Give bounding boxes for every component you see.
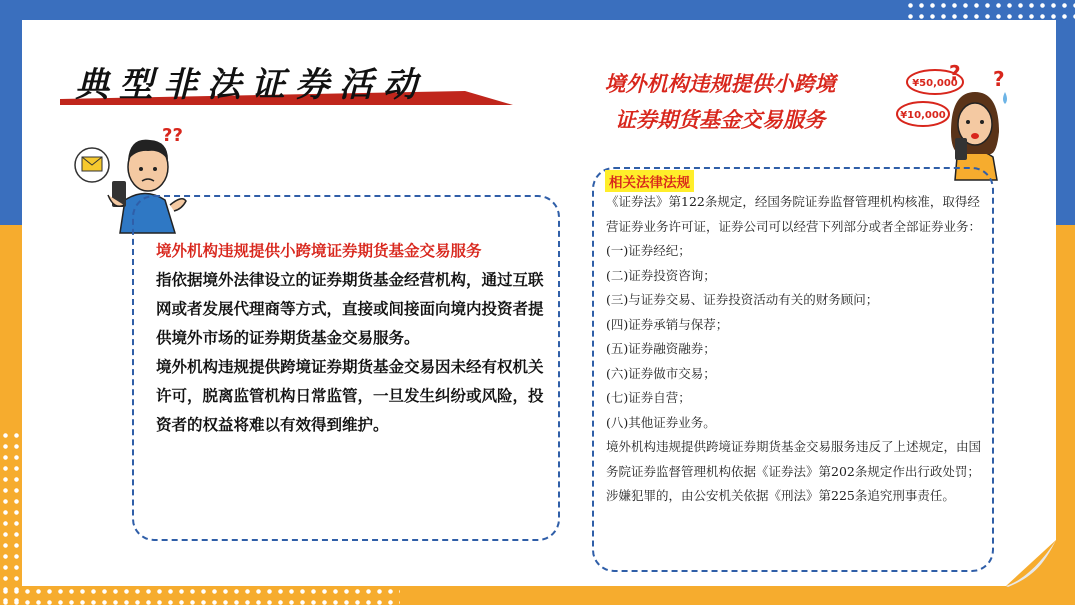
law-item: (八)其他证券业务。 [606, 414, 716, 430]
law-item: (五)证券融资融券； [606, 341, 716, 356]
left-info-text [156, 236, 546, 439]
law-label: 相关法律法规 [605, 170, 694, 192]
law-intro: 《证券法》第122条规定，经国务院证券监督管理机构核准，取得经营证券业务许可证，证券公司可以经营下列部分或者全部证券业务： [606, 194, 982, 234]
page-curl [1006, 540, 1058, 588]
question-marks-icon: ?? [162, 125, 183, 146]
dot-pattern-top-right [905, 0, 1075, 22]
money-bubble-50000: ¥50,000 [912, 78, 958, 89]
law-item: (六)证券做市交易； [606, 365, 716, 381]
left-paragraph-2: 境外机构违规提供跨境证券期货基金交易因未经有权机关许可，脱离监管机构日常监管，一旦发生纠纷或风险，投资者的权益将难以有效得到维护。 [156, 357, 544, 434]
right-title-line2: 证券期货基金交易服务 [615, 107, 825, 132]
law-item: (二)证券投资咨询； [606, 267, 716, 283]
dot-pattern-bottom [0, 586, 400, 605]
law-item: (四)证券承销与保荐； [606, 316, 729, 332]
page-title: 典型非法证券活动 [75, 65, 427, 105]
money-bubble-10000: ¥10,000 [900, 110, 946, 121]
question-mark-icon-2: ? [993, 67, 1005, 91]
right-info-text [606, 190, 986, 509]
worried-woman-illustration [893, 62, 1018, 182]
law-conclusion: 境外机构违规提供跨境证券期货基金交易服务违反了上述规定，由国务院证券监督管理机构依据《证券法》第202条规定作出行政处罚；涉嫌犯罪的，由公安机关依据《刑法》第225条追究刑事责任。 [606, 439, 982, 503]
left-paragraph-1: 指依据境外法律设立的证券期货基金经营机构，通过互联网或者发展代理商等方式，直接或间接面向境内投资者提供境外市场的证券期货基金交易服务。 [156, 270, 544, 347]
question-mark-icon: ? [949, 62, 961, 85]
page-title-banner [55, 55, 515, 110]
dot-pattern-bottom-left [0, 430, 22, 605]
law-item: (一)证券经纪； [606, 243, 691, 258]
law-item: (七)证券自营； [606, 390, 691, 405]
law-item: (三)与证券交易、证券投资活动有关的财务顾问； [606, 292, 879, 307]
right-title-line1: 境外机构违规提供小跨境 [604, 71, 836, 96]
left-heading: 境外机构违规提供小跨境证券期货基金交易服务 [156, 241, 482, 260]
